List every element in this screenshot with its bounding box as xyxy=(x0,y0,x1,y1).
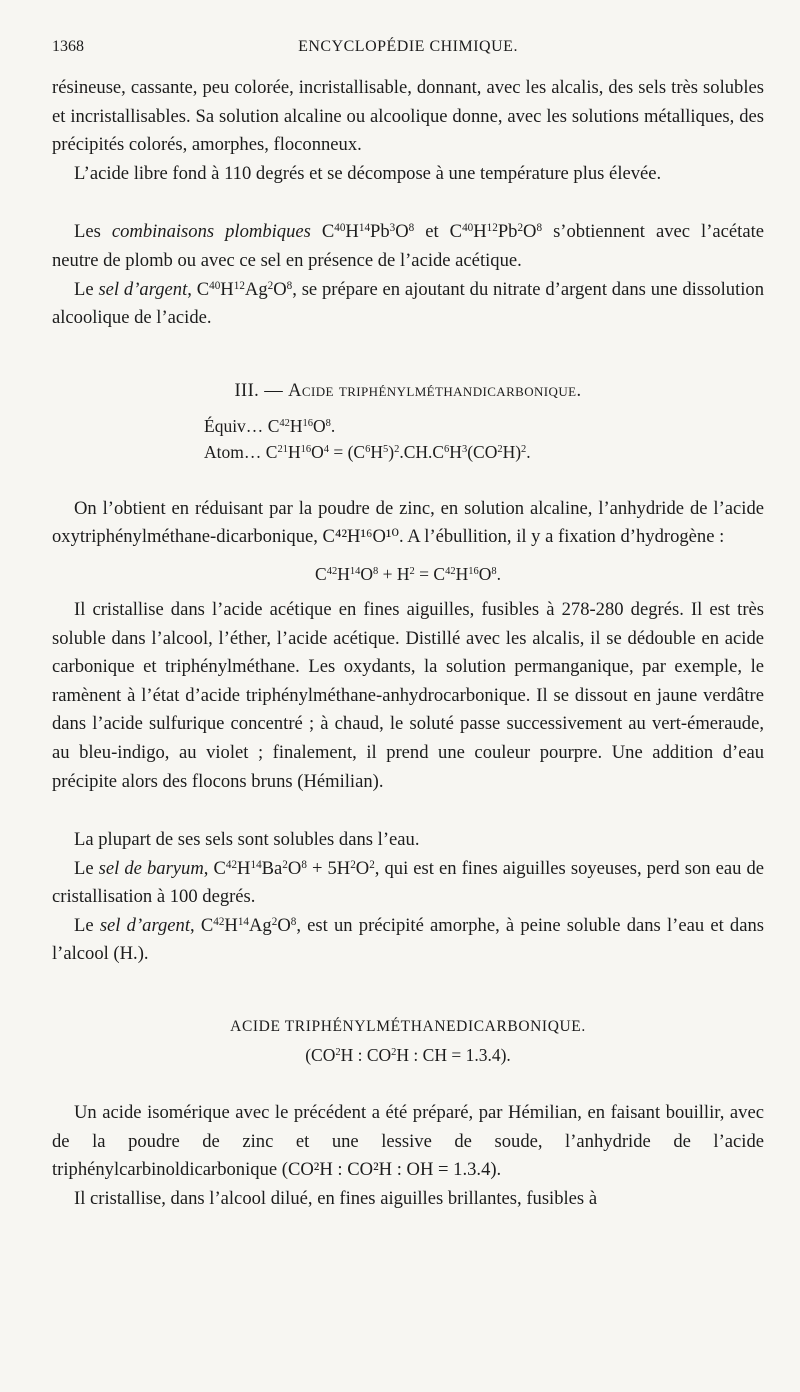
paragraph-resin-properties: résineuse, cassante, peu colorée, incristallisable, donnant, avec les alcalis, des sels très solubles et incristallisables. Sa solution alcaline ou alcoolique donne, avec les solutions métalliques, des précipités colorés, amorphes, floconneux. xyxy=(52,77,764,156)
section-heading-isomer: ACIDE TRIPHÉNYLMÉTHANEDICARBONIQUE. xyxy=(230,1018,586,1036)
formula-position: ($CO^2H$ : $CO^2H$ : CH = 1.3.4). xyxy=(305,1045,511,1066)
paragraph-crystallization: Il cristallise dans l’acide acétique en fines aiguilles, fusibles à 278-280 degrés. Il est très soluble dans l’alcool, l’éther, l’acide acétique. Distillé avec les alcalis, il se dédouble en acide carbonique et triphénylméthane. Les oxydants, la solution permanganique, par exemple, le ramènent à l’état d’acide triphénylméthane-anhydrocarbonique. Il se dissout en jaune verdâtre dans l’acide sulfurique concentré ; à chaud, le soluté passe successivement au vert-émeraude, au bleu-indigo, au violet ; finalement, il prend une couleur pourpre. Une addition d’eau précipite alors des flocons bruns (Hémilian). xyxy=(52,598,764,792)
page-header xyxy=(52,38,764,74)
term-silver-salt: sel d’argent xyxy=(98,278,188,300)
term-barium-salt: sel de baryum xyxy=(98,857,204,879)
page-number: 1368 xyxy=(52,38,84,55)
document-page xyxy=(52,0,764,1213)
running-title: ENCYCLOPÉDIE CHIMIQUE. xyxy=(298,38,518,55)
paragraph-isomer-preparation: Un acide isomérique avec le précédent a été préparé, par Hémilian, en faisant bouillir, avec de la poudre de zinc et une lessive de soude, l’anhydride de l’acide triphénylcarbinoldicarbonique (CO²H : CO²H : OH = 1.3.4). xyxy=(52,1102,764,1181)
equation-hydrogenation: $C^{42}H^{14}O^8 + H^2 = C^{42}H^{16}O^8$. xyxy=(315,563,501,584)
paragraph-preparation: On l’obtient en réduisant par la poudre de zinc, en solution alcaline, l’anhydride de l’acide oxytriphénylméthane-dicarbonique, C⁴²H¹⁶O¹⁰. A l’ébullition, il y a fixation d’hydrogène : xyxy=(52,497,764,548)
formula-block xyxy=(204,413,764,465)
paragraph-silver-salt-2: Le sel d’argent, $C^{42}H^{14}Ag^2O^8$, est un précipité amorphe, à peine soluble dans l’eau et dans l’alcool (H.). xyxy=(52,914,765,965)
formula-atom: Atom… $C^{21}H^{16}O^4 = (C^6H^5)^2.CH.C^6H^3(CO^2H)^2$. xyxy=(204,441,531,462)
formula-equiv: Équiv… $C^{42}H^{16}O^8$. xyxy=(204,415,336,436)
term-lead-compounds: combinaisons plombiques xyxy=(111,221,311,243)
paragraph-barium-salt: Le sel de baryum, $C^{42}H^{14}Ba^2O^8 + 5H^2O^2$, qui est en fines aiguilles soyeuses, perd son eau de cristallisation à 100 degrés. xyxy=(52,857,765,908)
term-silver-salt-2: sel d’argent xyxy=(99,914,190,936)
paragraph-melting: L’acide libre fond à 110 degrés et se décompose à une température plus élevée. xyxy=(74,162,662,184)
paragraph-silver-salt: Le sel d’argent, $C^{40}H^{12}Ag^2O^8$, se prépare en ajoutant du nitrate d’argent dans une dissolution alcoolique de l’acide. xyxy=(52,278,764,329)
paragraph-isomer-crystallization: Il cristallise, dans l’alcool dilué, en fines aiguilles brillantes, fusibles à xyxy=(74,1187,598,1209)
paragraph-salts: La plupart de ses sels sont solubles dans l’eau. xyxy=(74,829,420,851)
section-heading-iii: III. — Acide triphénylméthandicarbonique. xyxy=(234,380,582,401)
paragraph-lead-compounds: Les combinaisons plombiques $C^{40}H^{14}Pb^3O^8$ et $C^{40}H^{12}Pb^2O^8$ s’obtiennent avec l’acétate neutre de plomb ou avec ce sel en présence de l’acide acétique. xyxy=(52,221,764,271)
